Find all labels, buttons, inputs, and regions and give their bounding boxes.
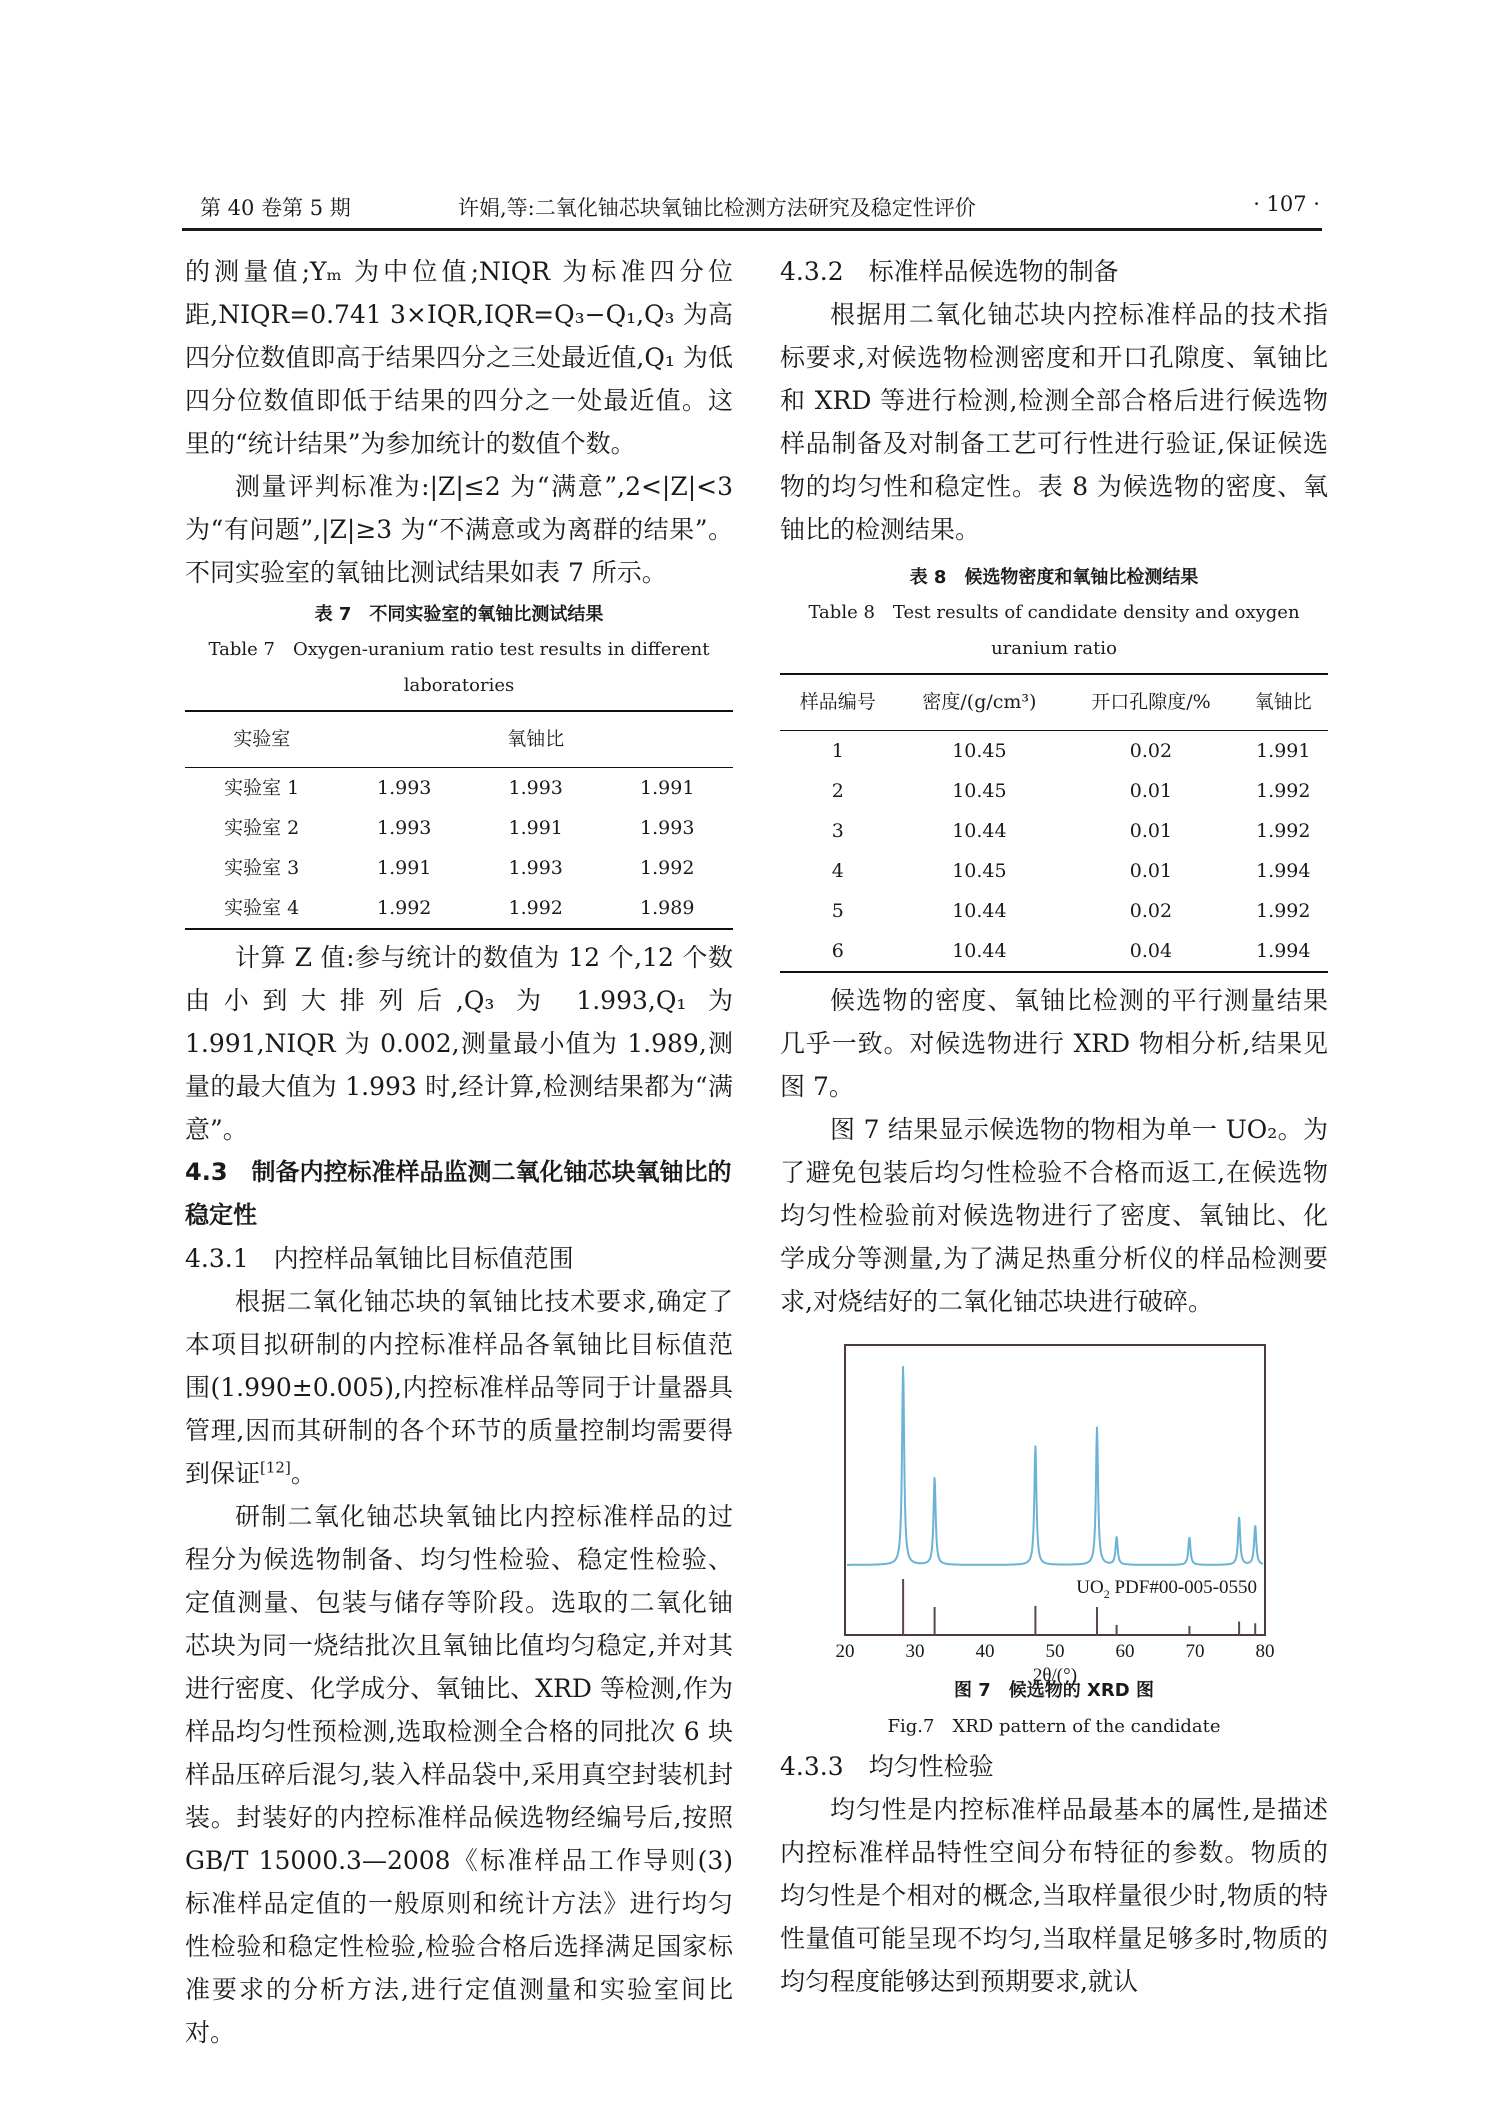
heading-4-3-2: 4.3.2 标准样品候选物的制备 xyxy=(780,257,1119,286)
table8-row xyxy=(780,891,1328,931)
table7-cell-value: 1.992 xyxy=(470,888,602,929)
table8-cell-density: 10.45 xyxy=(952,780,1007,802)
table8-cell-density: 10.44 xyxy=(896,931,1064,972)
table8-row xyxy=(780,731,1328,772)
table7-cell-value: 1.992 xyxy=(338,888,470,929)
table8-header-density: 密度/(g/cm³) xyxy=(896,674,1064,731)
table8-cell-ratio: 1.992 xyxy=(1256,780,1311,802)
table8-cell-sample: 2 xyxy=(831,780,844,802)
table7-caption-en: Table 7 Oxygen-uranium ratio test results in different laboratories xyxy=(208,639,710,696)
table7-caption-cn: 表 7 不同实验室的氧铀比测试结果 xyxy=(314,604,604,625)
table7-cell-lab: 实验室 4 xyxy=(185,888,338,929)
figure7-caption-en: Fig.7 XRD pattern of the candidate xyxy=(887,1716,1221,1737)
table8-row xyxy=(780,811,1328,851)
table7-row xyxy=(185,848,733,888)
table8-cell-sample: 3 xyxy=(831,820,844,842)
table8-cell-porosity: 0.01 xyxy=(1129,780,1173,802)
running-header xyxy=(200,188,1320,222)
xrd-figure xyxy=(780,1337,1328,1686)
table8-row xyxy=(780,931,1328,972)
table7-cell-lab: 实验室 3 xyxy=(224,857,300,879)
table7-header-lab: 实验室 xyxy=(185,711,338,768)
table7-row xyxy=(185,888,733,929)
table8-cell-porosity: 0.02 xyxy=(1129,740,1173,762)
x-tick-label: 40 xyxy=(975,1641,995,1662)
paragraph-niqr-definition: 的测量值;Yₘ 为中位值;NIQR 为标准四分位距,NIQR=0.741 3×IQR,IQR=Q₃−Q₁,Q₃ 为高四分位数值即高于结果四分之三处最近值,Q₁ 为低四分位数值即低于结果的四分之一处最近值。这里的“统计结果”为参加统计的数值个数。 xyxy=(185,257,733,458)
table8-row xyxy=(780,771,1328,811)
heading-4-3-3: 4.3.3 均匀性检验 xyxy=(780,1752,994,1781)
table8-cell-porosity: 0.01 xyxy=(1129,820,1173,842)
x-tick-label: 50 xyxy=(1045,1641,1065,1662)
table8 xyxy=(780,673,1328,973)
table7-row xyxy=(185,808,733,848)
x-tick-label: 30 xyxy=(905,1641,925,1662)
figure7-caption-cn: 图 7 候选物的 XRD 图 xyxy=(953,1680,1154,1701)
table7-cell-value: 1.993 xyxy=(376,817,432,839)
left-column xyxy=(185,250,733,2054)
right-column xyxy=(780,250,1328,2003)
xrd-trace-line xyxy=(847,1366,1263,1565)
table8-cell-ratio: 1.994 xyxy=(1256,860,1311,882)
table8-cell-ratio: 1.992 xyxy=(1256,820,1311,842)
table8-cell-sample: 5 xyxy=(831,900,844,922)
table7-cell-value: 1.989 xyxy=(601,888,733,929)
x-tick-label: 60 xyxy=(1115,1641,1135,1662)
table8-cell-ratio: 1.992 xyxy=(1256,900,1311,922)
xrd-chart xyxy=(780,1337,1328,1686)
table7-cell-value: 1.992 xyxy=(640,857,695,879)
table8-header-ratio: 氧铀比 xyxy=(1239,674,1328,731)
table8-header-porosity: 开口孔隙度/% xyxy=(1063,674,1238,731)
table8-header-sample: 样品编号 xyxy=(780,674,896,731)
table8-caption-en: Table 8 Test results of candidate density and oxygen uranium ratio xyxy=(808,602,1300,659)
table8-cell-density: 10.45 xyxy=(952,740,1007,762)
table7-cell-value: 1.991 xyxy=(640,777,695,799)
journal-issue: 第 40 卷第 5 期 xyxy=(200,196,351,220)
table7-cell-lab: 实验室 2 xyxy=(224,817,300,839)
article-running-title: 许娟,等:二氧化铀芯块氧铀比检测方法研究及稳定性评价 xyxy=(458,196,976,220)
table8-cell-density: 10.44 xyxy=(952,900,1007,922)
x-axis-label: 2θ/(°) xyxy=(1032,1665,1078,1686)
table8-cell-density: 10.45 xyxy=(952,860,1007,882)
paragraph-target-range: 根据二氧化铀芯块的氧铀比技术要求,确定了本项目拟研制的内控标准样品各氧铀比目标值范围(1.990±0.005),内控标准样品等同于计量器具管理,因而其研制的各个环节的质量控制均需要得到保证[12]。 xyxy=(185,1287,733,1488)
table7-cell-value: 1.991 xyxy=(508,817,563,839)
table7 xyxy=(185,710,733,930)
x-tick-label: 20 xyxy=(835,1641,855,1662)
table8-cell-porosity: 0.04 xyxy=(1063,931,1238,972)
x-tick-label: 70 xyxy=(1185,1641,1205,1662)
paragraph-preparation-process: 研制二氧化铀芯块氧铀比内控标准样品的过程分为候选物制备、均匀性检验、稳定性检验、定值测量、包装与储存等阶段。选取的二氧化铀芯块为同一烧结批次且氧铀比值均匀稳定,并对其进行密度、化学成分、氧铀比、XRD 等检测,作为样品均匀性预检测,选取检测全合格的同批次 6 块样品压碎后混匀,装入样品袋中,采用真空封装机封装。封装好的内控标准样品候选物经编号后,按照 GB/T 15000.3—2008《标准样品工作导则(3) 标准样品定值的一般原则和统计方法》进行均匀性检验和稳定性检验,检验合格后选择满足国家标准要求的分析方法,进行定值测量和实验室间比对。 xyxy=(185,1502,733,2047)
paragraph-homogeneity: 均匀性是内控标准样品最基本的属性,是描述内控标准样品特性空间分布特征的参数。物质的均匀性是个相对的概念,当取样量很少时,物质的特性量值可能呈现不均匀,当取样量足够多时,物质的均匀程度能够达到预期要求,就认 xyxy=(780,1795,1328,1996)
table8-cell-sample: 4 xyxy=(831,860,844,882)
table7-cell-value: 1.993 xyxy=(508,857,563,879)
table8-cell-density: 10.44 xyxy=(952,820,1007,842)
table8-row xyxy=(780,851,1328,891)
table8-cell-porosity: 0.02 xyxy=(1129,900,1173,922)
header-rule xyxy=(182,228,1322,231)
paragraph-parallel-results: 候选物的密度、氧铀比检测的平行测量结果几乎一致。对候选物进行 XRD 物相分析,结果见图 7。 xyxy=(780,986,1328,1101)
paragraph-criteria: 测量评判标准为:|Z|≤2 为“满意”,2<|Z|<3 为“有问题”,|Z|≥3 为“不满意或为离群的结果”。不同实验室的氧铀比测试结果如表 7 所示。 xyxy=(185,472,733,587)
table7-cell-value: 1.993 xyxy=(640,817,695,839)
table8-cell-ratio: 1.994 xyxy=(1239,931,1328,972)
citation-12[interactable]: [12] xyxy=(260,1458,291,1477)
table7-cell-value: 1.991 xyxy=(376,857,432,879)
paragraph-z-calc: 计算 Z 值:参与统计的数值为 12 个,12 个数由小到大排列后,Q₃ 为 1.993,Q₁ 为 1.991,NIQR 为 0.002,测量最小值为 1.989,测量的最大值为 1.993 时,经计算,检测结果都为“满意”。 xyxy=(185,943,733,1144)
x-tick-label: 80 xyxy=(1255,1641,1275,1662)
table7-row xyxy=(185,768,733,809)
table8-cell-sample: 6 xyxy=(780,931,896,972)
paragraph-xrd-result: 图 7 结果显示候选物的物相为单一 UO₂。为了避免包装后均匀性检验不合格而返工,在候选物均匀性检验前对候选物进行了密度、氧铀比、化学成分等测量,为了满足热重分析仪的样品检测要求,对烧结好的二氧化铀芯块进行破碎。 xyxy=(780,1115,1328,1316)
table8-cell-porosity: 0.01 xyxy=(1129,860,1173,882)
page-number: · 107 · xyxy=(1253,192,1320,216)
heading-4-3: 4.3 制备内控标准样品监测二氧化铀芯块氧铀比的稳定性 xyxy=(185,1158,732,1229)
reference-label: $UO_2$ PDF#00-005-0550 xyxy=(1076,1577,1257,1601)
table7-cell-value: 1.993 xyxy=(376,777,432,799)
table8-caption-cn: 表 8 候选物密度和氧铀比检测结果 xyxy=(909,567,1199,588)
heading-4-3-1: 4.3.1 内控样品氧铀比目标值范围 xyxy=(185,1244,574,1273)
table7-cell-lab: 实验室 1 xyxy=(224,777,300,799)
table7-cell-value: 1.993 xyxy=(508,777,563,799)
table7-header-ratio: 氧铀比 xyxy=(338,711,733,768)
paragraph-candidate-prep: 根据用二氧化铀芯块内控标准样品的技术指标要求,对候选物检测密度和开口孔隙度、氧铀比和 XRD 等进行检测,检测全部合格后进行候选物样品制备及对制备工艺可行性进行验证,保证候选物的均匀性和稳定性。表 8 为候选物的密度、氧铀比的检测结果。 xyxy=(780,300,1328,544)
table8-cell-ratio: 1.991 xyxy=(1256,740,1311,762)
table8-cell-sample: 1 xyxy=(831,740,844,762)
